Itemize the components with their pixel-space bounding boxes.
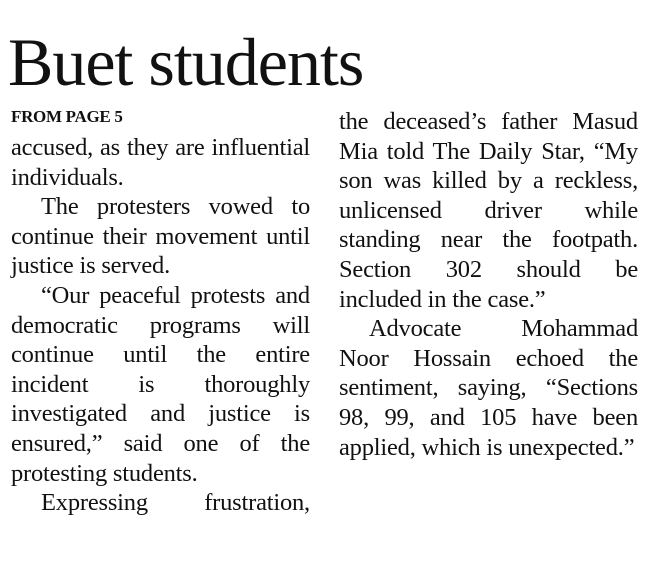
left-column — [11, 133, 310, 518]
paragraph: accused, as they are influential individuals. — [11, 134, 310, 191]
paragraph: “Our peaceful protests and democratic programs will continue until the entire incident is thoroughly investigated and justice is ensured,” said one of the protesting students. — [11, 281, 310, 487]
right-column — [339, 107, 638, 462]
paragraph: the deceased’s father Masud Mia told The Daily Star, “My son was killed by a reckless, unlicensed driver while standing near the footpath. Section 302 should be included in the case.” — [339, 108, 638, 313]
paragraph: The protesters vowed to continue their movement until justice is served. — [11, 193, 310, 280]
headline: Buet students — [8, 24, 364, 100]
paragraph: Advocate Mohammad Noor Hossain echoed the sentiment, saying, “Sections 98, 99, and 105 have been applied, which is unexpected.” — [339, 315, 638, 461]
paragraph: Expressing frustration, — [41, 489, 310, 517]
continuation-kicker: FROM PAGE 5 — [11, 107, 123, 126]
